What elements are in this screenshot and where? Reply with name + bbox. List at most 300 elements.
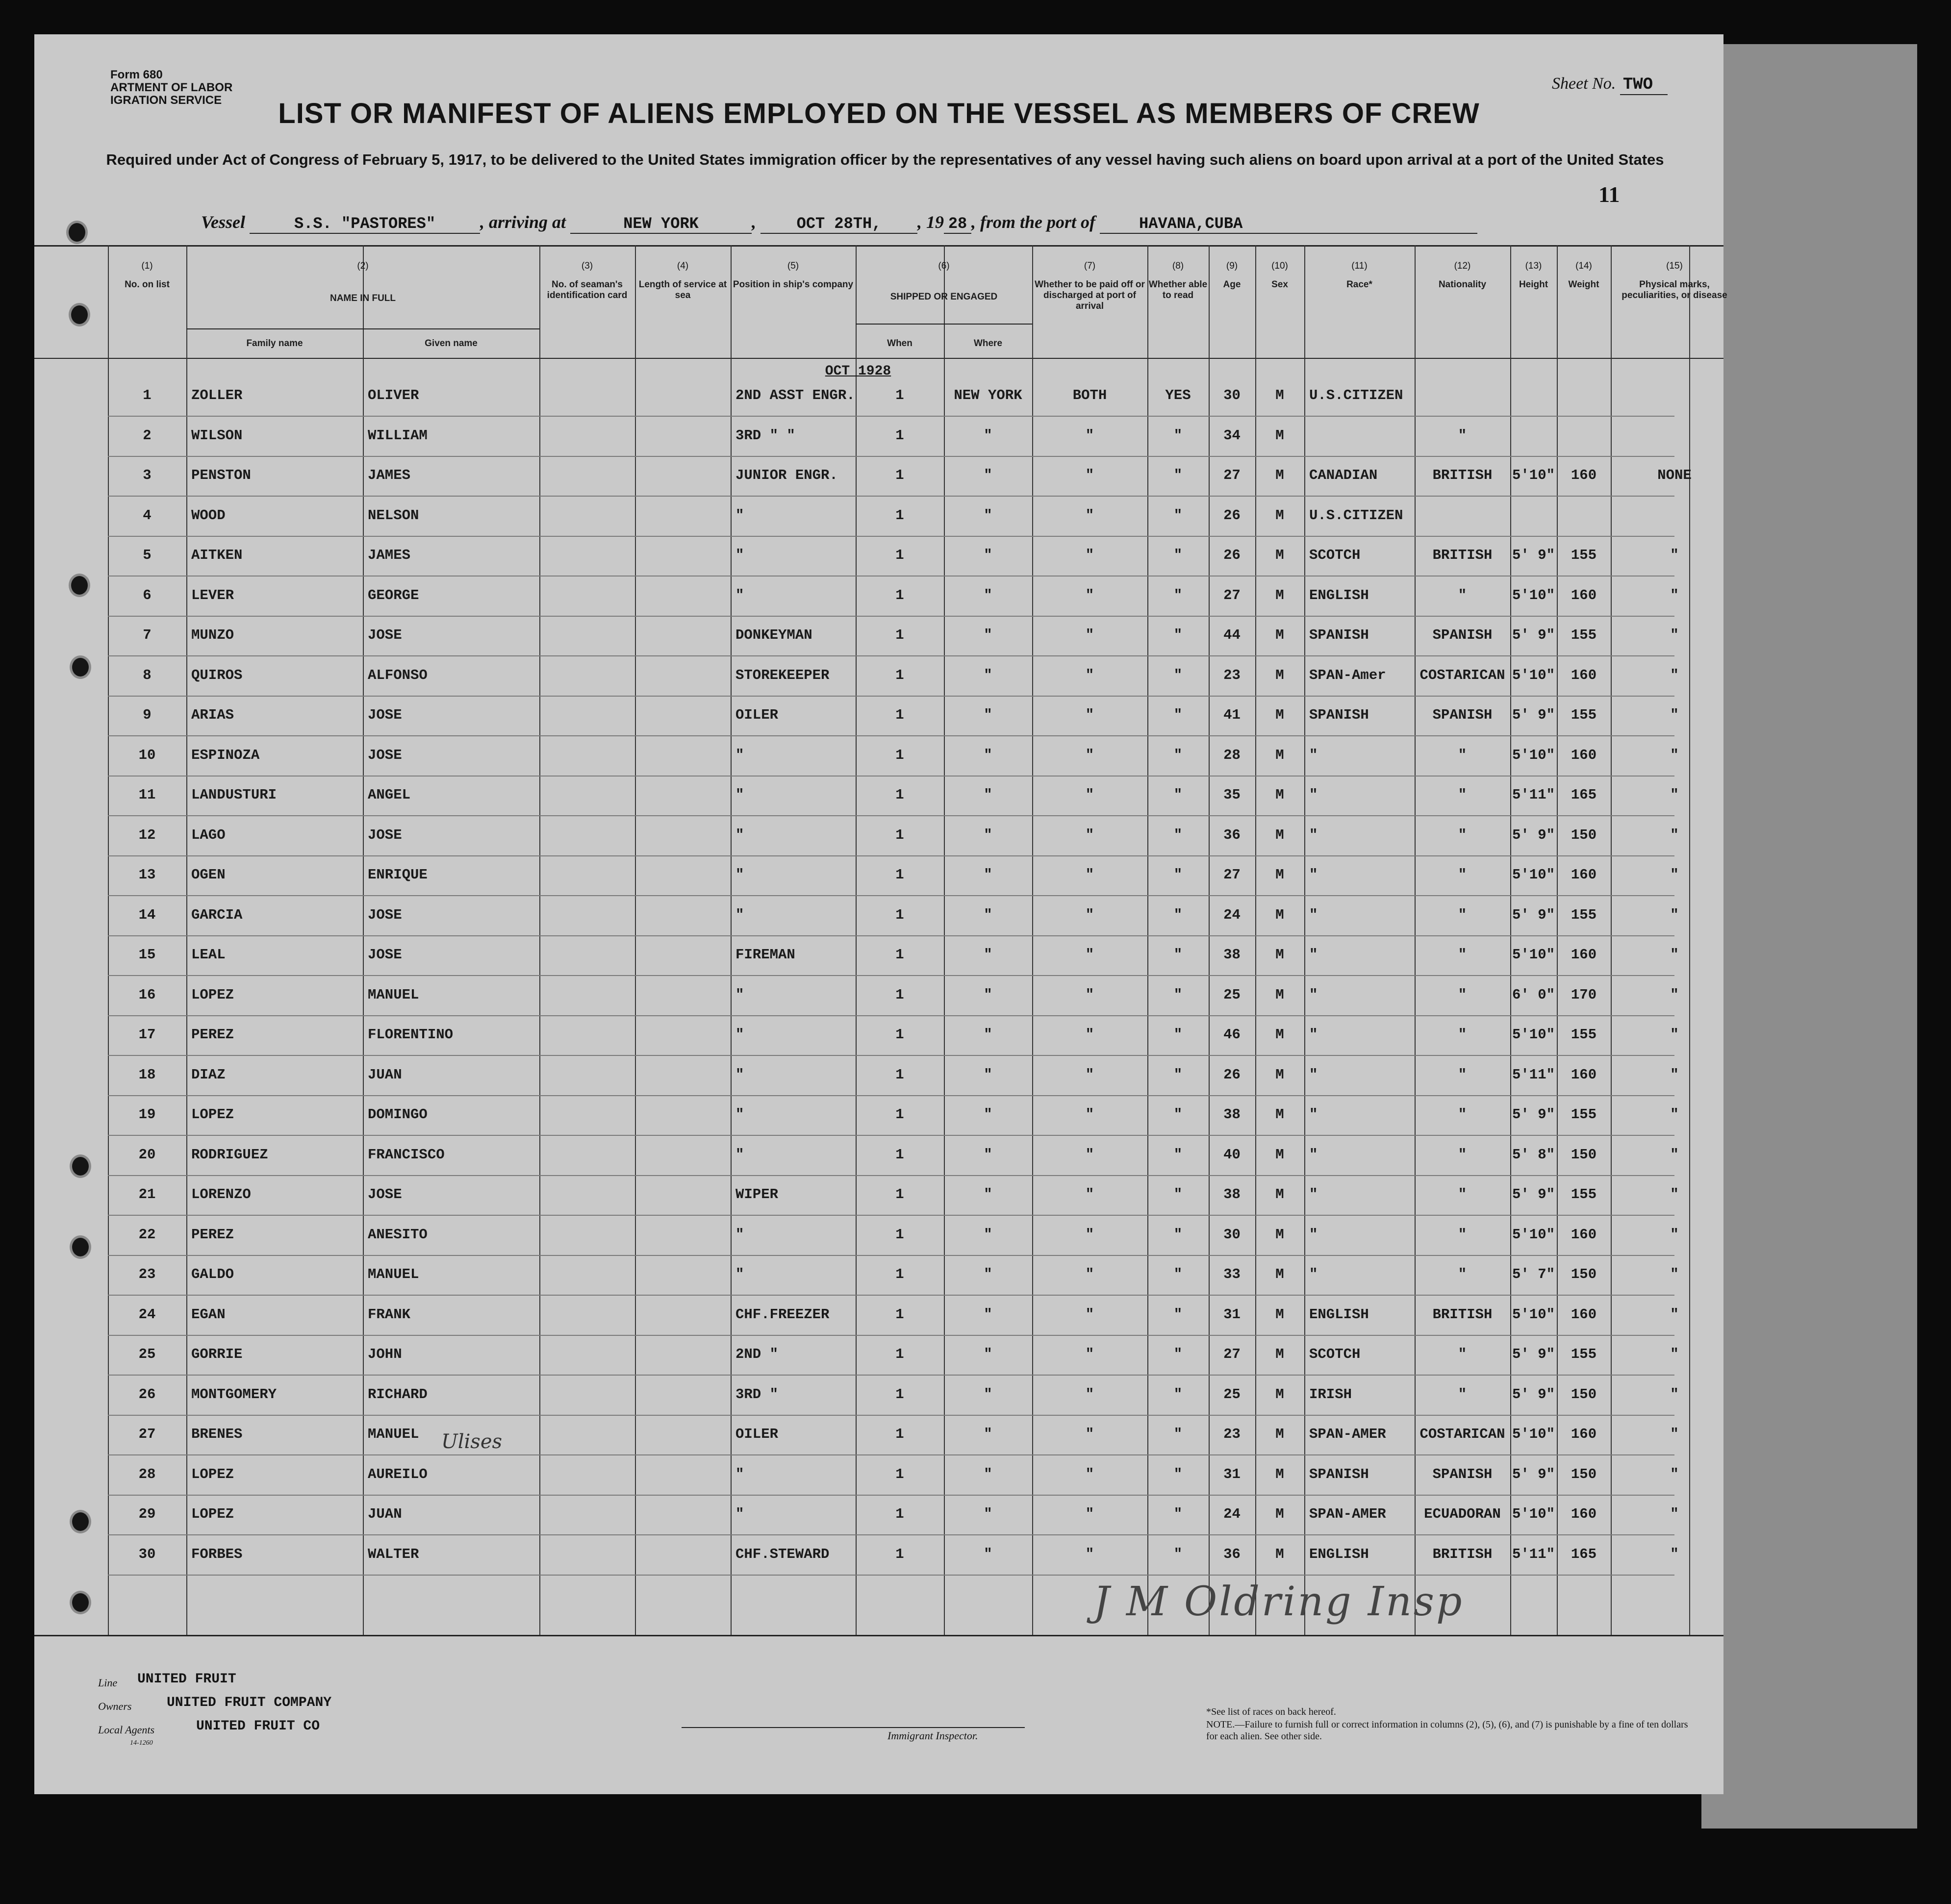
row-rule xyxy=(108,975,1674,976)
year-suffix: 28 xyxy=(944,215,971,234)
cell-position: " xyxy=(735,1106,744,1123)
cell-sex: M xyxy=(1275,1306,1284,1323)
cell-position: " xyxy=(735,747,744,763)
cell-nat: COSTARICAN xyxy=(1419,1426,1505,1442)
page-subtitle: Required under Act of Congress of February 5, 1917, to be delivered to the United States immigration officer by the representatives of any vessel having such aliens on board upon arrival at a port of the United States xyxy=(106,151,1664,168)
column-number: (2) xyxy=(357,261,369,271)
cell-where: NEW YORK xyxy=(954,387,1022,403)
cell-race: " xyxy=(1309,1147,1318,1163)
cell-when: 1 xyxy=(895,1346,904,1362)
cell-weight: 150 xyxy=(1571,1147,1597,1163)
cell-paid: " xyxy=(1085,987,1094,1003)
cell-nat: " xyxy=(1458,1386,1467,1403)
cell-family: PENSTON xyxy=(191,467,251,483)
row-rule xyxy=(108,1015,1674,1016)
cell-family: AITKEN xyxy=(191,547,243,563)
page-title: LIST OR MANIFEST OF ALIENS EMPLOYED ON THE VESSEL AS MEMBERS OF CREW xyxy=(278,98,1480,129)
cell-no: 22 xyxy=(138,1227,156,1243)
cell-paid: " xyxy=(1085,467,1094,483)
cell-sex: M xyxy=(1275,387,1284,403)
arriving-port: NEW YORK xyxy=(570,215,752,234)
row-rule xyxy=(108,776,1674,777)
cell-family: RODRIGUEZ xyxy=(191,1147,268,1163)
cell-given: JOSE xyxy=(368,627,402,643)
cell-when: 1 xyxy=(895,1106,904,1123)
cell-age: 31 xyxy=(1223,1466,1241,1482)
cell-no: 10 xyxy=(138,747,156,763)
cell-sex: M xyxy=(1275,1186,1284,1203)
cell-height: 5'10" xyxy=(1512,667,1555,683)
cell-paid: " xyxy=(1085,907,1094,923)
cell-when: 1 xyxy=(895,987,904,1003)
cell-marks: " xyxy=(1670,1227,1679,1243)
cell-marks: " xyxy=(1670,747,1679,763)
cell-no: 9 xyxy=(143,707,152,723)
cell-race: U.S.CITIZEN xyxy=(1309,387,1403,403)
cell-position: " xyxy=(735,587,744,603)
cell-marks: " xyxy=(1670,867,1679,883)
inspector-signature-line xyxy=(682,1727,1025,1728)
cell-no: 29 xyxy=(138,1506,156,1522)
cell-nat: SPANISH xyxy=(1432,1466,1493,1482)
cell-age: 41 xyxy=(1223,707,1241,723)
column-rule xyxy=(635,245,636,1635)
cell-height: 5' 9" xyxy=(1512,1186,1555,1203)
cell-age: 27 xyxy=(1223,1346,1241,1362)
cell-sex: M xyxy=(1275,587,1284,603)
top-rule xyxy=(34,245,1723,247)
cell-nat: " xyxy=(1458,1027,1467,1043)
cell-sex: M xyxy=(1275,1386,1284,1403)
cell-paid: " xyxy=(1085,947,1094,963)
cell-marks: " xyxy=(1670,1106,1679,1123)
cell-when: 1 xyxy=(895,1027,904,1043)
cell-weight: 150 xyxy=(1571,1386,1597,1403)
cell-given: MANUEL xyxy=(368,987,419,1003)
cell-paid: " xyxy=(1085,1306,1094,1323)
cell-family: FORBES xyxy=(191,1546,243,1562)
cell-no: 21 xyxy=(138,1186,156,1203)
cell-family: GARCIA xyxy=(191,907,243,923)
cell-position: WIPER xyxy=(735,1186,779,1203)
cell-age: 38 xyxy=(1223,1186,1241,1203)
column-number: (12) xyxy=(1454,261,1471,271)
cell-paid: " xyxy=(1085,427,1094,444)
cell-weight: 160 xyxy=(1571,1426,1597,1442)
cell-paid: BOTH xyxy=(1072,387,1107,403)
cell-no: 3 xyxy=(143,467,152,483)
cell-age: 34 xyxy=(1223,427,1241,444)
cell-when: 1 xyxy=(895,1266,904,1282)
cell-family: LOPEZ xyxy=(191,1506,234,1522)
cell-marks: " xyxy=(1670,987,1679,1003)
cell-nat: BRITISH xyxy=(1432,547,1493,563)
cell-no: 24 xyxy=(138,1306,156,1323)
cell-position: 2ND ASST ENGR. xyxy=(735,387,855,403)
cell-age: 30 xyxy=(1223,1227,1241,1243)
column-header: Nationality xyxy=(1438,279,1487,290)
cell-weight: 160 xyxy=(1571,867,1597,883)
cell-height: 5' 9" xyxy=(1512,907,1555,923)
cell-position: " xyxy=(735,547,744,563)
cell-when: 1 xyxy=(895,827,904,843)
cell-race: " xyxy=(1309,1227,1318,1243)
cell-paid: " xyxy=(1085,787,1094,803)
cell-when: 1 xyxy=(895,467,904,483)
form-code: 14-1260 xyxy=(130,1739,153,1747)
cell-read: " xyxy=(1173,1067,1183,1083)
owners-value: UNITED FRUIT COMPANY xyxy=(167,1695,332,1710)
cell-where: " xyxy=(984,667,992,683)
cell-height: 5'11" xyxy=(1512,1546,1555,1562)
cell-race: SPANISH xyxy=(1309,1466,1369,1482)
cell-nat: " xyxy=(1458,827,1467,843)
cell-height: 5'10" xyxy=(1512,1227,1555,1243)
column-number: (15) xyxy=(1666,261,1683,271)
cell-weight: 155 xyxy=(1571,907,1597,923)
cell-where: " xyxy=(984,907,992,923)
cell-weight: 160 xyxy=(1571,587,1597,603)
cell-given: JAMES xyxy=(368,467,411,483)
column-number: (4) xyxy=(677,261,689,271)
cell-marks: " xyxy=(1670,947,1679,963)
inspector-signature: J M Oldring Insp xyxy=(1093,1578,1464,1625)
cell-paid: " xyxy=(1085,1466,1094,1482)
cell-marks: " xyxy=(1670,1067,1679,1083)
cell-where: " xyxy=(984,947,992,963)
column-number: (7) xyxy=(1084,261,1096,271)
row-rule xyxy=(108,1415,1674,1416)
cell-no: 4 xyxy=(143,507,152,524)
cell-where: " xyxy=(984,1186,992,1203)
cell-marks: " xyxy=(1670,667,1679,683)
column-number: (10) xyxy=(1271,261,1288,271)
cell-nat: " xyxy=(1458,1346,1467,1362)
cell-age: 27 xyxy=(1223,587,1241,603)
cell-age: 31 xyxy=(1223,1306,1241,1323)
cell-weight: 155 xyxy=(1571,1186,1597,1203)
cell-weight: 155 xyxy=(1571,1106,1597,1123)
punch-hole xyxy=(69,574,90,597)
cell-given: DOMINGO xyxy=(368,1106,428,1123)
cell-marks: " xyxy=(1670,1506,1679,1522)
cell-age: 35 xyxy=(1223,787,1241,803)
cell-race: " xyxy=(1309,747,1318,763)
column-number: (8) xyxy=(1172,261,1184,271)
cell-no: 5 xyxy=(143,547,152,563)
row-rule xyxy=(108,815,1674,816)
cell-race: " xyxy=(1309,867,1318,883)
cell-sex: M xyxy=(1275,427,1284,444)
cell-marks: " xyxy=(1670,1466,1679,1482)
cell-race: " xyxy=(1309,947,1318,963)
cell-position: " xyxy=(735,827,744,843)
cell-read: " xyxy=(1173,747,1183,763)
cell-where: " xyxy=(984,1266,992,1282)
cell-race: " xyxy=(1309,1266,1318,1282)
cell-when: 1 xyxy=(895,1186,904,1203)
cell-no: 17 xyxy=(138,1027,156,1043)
cell-where: " xyxy=(984,1106,992,1123)
cell-weight: 160 xyxy=(1571,1506,1597,1522)
cell-nat: COSTARICAN xyxy=(1419,667,1505,683)
cell-read: " xyxy=(1173,667,1183,683)
cell-read: " xyxy=(1173,707,1183,723)
cell-age: 33 xyxy=(1223,1266,1241,1282)
cell-family: LAGO xyxy=(191,827,226,843)
cell-given: MANUEL xyxy=(368,1266,419,1282)
cell-when: 1 xyxy=(895,1147,904,1163)
column-header: SHIPPED OR ENGAGED xyxy=(890,292,998,302)
cell-paid: " xyxy=(1085,1346,1094,1362)
row-rule xyxy=(108,1375,1674,1376)
row-rule xyxy=(108,1255,1674,1256)
cell-family: LEAL xyxy=(191,947,226,963)
cell-age: 27 xyxy=(1223,467,1241,483)
cell-paid: " xyxy=(1085,587,1094,603)
cell-height: 5' 9" xyxy=(1512,1106,1555,1123)
column-header: Race* xyxy=(1346,279,1372,290)
cell-position: OILER xyxy=(735,707,779,723)
cell-race: IRISH xyxy=(1309,1386,1352,1403)
cell-position: JUNIOR ENGR. xyxy=(735,467,838,483)
cell-given: JUAN xyxy=(368,1506,402,1522)
cell-family: MUNZO xyxy=(191,627,234,643)
cell-where: " xyxy=(984,507,992,524)
cell-sex: M xyxy=(1275,707,1284,723)
cell-where: " xyxy=(984,1386,992,1403)
cell-age: 28 xyxy=(1223,747,1241,763)
cell-race: SPANISH xyxy=(1309,627,1369,643)
cell-sex: M xyxy=(1275,507,1284,524)
line-value: UNITED FRUIT xyxy=(137,1672,236,1687)
cell-family: ZOLLER xyxy=(191,387,243,403)
punch-hole xyxy=(70,655,91,679)
cell-weight: 160 xyxy=(1571,1306,1597,1323)
cell-marks: " xyxy=(1670,1426,1679,1442)
cell-when: 1 xyxy=(895,387,904,403)
column-header: Weight xyxy=(1568,279,1599,290)
row-rule xyxy=(108,1534,1674,1535)
cell-family: WOOD xyxy=(191,507,226,524)
cell-family: PEREZ xyxy=(191,1027,234,1043)
agents-value: UNITED FRUIT CO xyxy=(196,1719,320,1734)
cell-height: 5' 9" xyxy=(1512,827,1555,843)
cell-height: 5' 9" xyxy=(1512,1386,1555,1403)
cell-given: WILLIAM xyxy=(368,427,428,444)
cell-sex: M xyxy=(1275,747,1284,763)
cell-where: " xyxy=(984,587,992,603)
cell-nat: " xyxy=(1458,1106,1467,1123)
cell-height: 5' 9" xyxy=(1512,627,1555,643)
cell-where: " xyxy=(984,747,992,763)
cell-paid: " xyxy=(1085,827,1094,843)
cell-when: 1 xyxy=(895,707,904,723)
cell-race: SPAN-AMER xyxy=(1309,1426,1386,1442)
cell-paid: " xyxy=(1085,1147,1094,1163)
cell-family: LOPEZ xyxy=(191,987,234,1003)
cell-no: 11 xyxy=(138,787,156,803)
cell-race: " xyxy=(1309,987,1318,1003)
cell-nat: " xyxy=(1458,1147,1467,1163)
cell-when: 1 xyxy=(895,747,904,763)
cell-when: 1 xyxy=(895,1466,904,1482)
cell-sex: M xyxy=(1275,947,1284,963)
inspector-label: Immigrant Inspector. xyxy=(887,1729,978,1742)
row-rule xyxy=(108,616,1674,617)
cell-where: " xyxy=(984,1227,992,1243)
row-rule xyxy=(108,1135,1674,1136)
column-number: (14) xyxy=(1575,261,1592,271)
cell-read: " xyxy=(1173,1546,1183,1562)
cell-position: CHF.FREEZER xyxy=(735,1306,830,1323)
cell-paid: " xyxy=(1085,1546,1094,1562)
column-number: (1) xyxy=(141,261,153,271)
cell-sex: M xyxy=(1275,1106,1284,1123)
punch-hole xyxy=(70,1591,91,1614)
cell-given: ALFONSO xyxy=(368,667,428,683)
cell-paid: " xyxy=(1085,1386,1094,1403)
arriving-label: , arriving at xyxy=(480,212,566,232)
cell-given: ANESITO xyxy=(368,1227,428,1243)
cell-weight: 160 xyxy=(1571,467,1597,483)
row-rule xyxy=(108,655,1674,656)
cell-race: " xyxy=(1309,1067,1318,1083)
cell-family: DIAZ xyxy=(191,1067,226,1083)
cell-position: DONKEYMAN xyxy=(735,627,812,643)
cell-family: EGAN xyxy=(191,1306,226,1323)
cell-given: JOHN xyxy=(368,1346,402,1362)
cell-marks: " xyxy=(1670,1266,1679,1282)
cell-no: 30 xyxy=(138,1546,156,1562)
cell-nat: BRITISH xyxy=(1432,467,1493,483)
cell-where: " xyxy=(984,987,992,1003)
cell-where: " xyxy=(984,1506,992,1522)
cell-read: " xyxy=(1173,587,1183,603)
cell-position: OILER xyxy=(735,1426,779,1442)
cell-age: 26 xyxy=(1223,1067,1241,1083)
cell-family: MONTGOMERY xyxy=(191,1386,277,1403)
punch-hole xyxy=(69,303,90,326)
cell-position: " xyxy=(735,907,744,923)
cell-read: " xyxy=(1173,1346,1183,1362)
cell-marks: " xyxy=(1670,1306,1679,1323)
cell-family: QUIROS xyxy=(191,667,243,683)
cell-marks: " xyxy=(1670,1346,1679,1362)
cell-family: LANDUSTURI xyxy=(191,787,277,803)
cell-age: 38 xyxy=(1223,947,1241,963)
cell-height: 5'10" xyxy=(1512,947,1555,963)
cell-sex: M xyxy=(1275,547,1284,563)
cell-given: JUAN xyxy=(368,1067,402,1083)
row-rule xyxy=(108,1095,1674,1096)
cell-race: " xyxy=(1309,1027,1318,1043)
row-rule xyxy=(108,456,1674,457)
vessel-line: Vessel S.S. "PASTORES" , arriving at NEW YORK , OCT 28TH, , 19 28 , from the port of HAVANA,CUBA xyxy=(201,212,1477,234)
cell-paid: " xyxy=(1085,1067,1094,1083)
cell-no: 23 xyxy=(138,1266,156,1282)
cell-when: 1 xyxy=(895,947,904,963)
cell-marks: " xyxy=(1670,587,1679,603)
cell-weight: 155 xyxy=(1571,1027,1597,1043)
cell-read: " xyxy=(1173,1386,1183,1403)
cell-no: 13 xyxy=(138,867,156,883)
cell-height: 5' 7" xyxy=(1512,1266,1555,1282)
cell-race: SCOTCH xyxy=(1309,1346,1361,1362)
cell-family: GALDO xyxy=(191,1266,234,1282)
cell-position: " xyxy=(735,1067,744,1083)
cell-nat: " xyxy=(1458,907,1467,923)
cell-position: " xyxy=(735,787,744,803)
row-rule xyxy=(108,1335,1674,1336)
column-header: Whether to be paid off or discharged at port of arrival xyxy=(1035,279,1145,311)
cell-when: 1 xyxy=(895,1227,904,1243)
cell-position: " xyxy=(735,1266,744,1282)
row-rule xyxy=(108,1055,1674,1056)
cell-no: 2 xyxy=(143,427,152,444)
cell-where: " xyxy=(984,787,992,803)
cell-paid: " xyxy=(1085,1186,1094,1203)
cell-weight: 160 xyxy=(1571,947,1597,963)
cell-when: 1 xyxy=(895,1546,904,1562)
sheet-label: Sheet No. xyxy=(1552,75,1616,93)
cell-race: SPAN-AMER xyxy=(1309,1506,1386,1522)
cell-family: ESPINOZA xyxy=(191,747,260,763)
cell-given: ENRIQUE xyxy=(368,867,428,883)
cell-no: 15 xyxy=(138,947,156,963)
cell-weight: 155 xyxy=(1571,707,1597,723)
shipped-subheader-rule xyxy=(856,324,1032,325)
cell-family: BRENES xyxy=(191,1426,243,1442)
cell-marks: " xyxy=(1670,1546,1679,1562)
punch-hole xyxy=(70,1154,91,1178)
cell-height: 5'10" xyxy=(1512,1306,1555,1323)
cell-given: FLORENTINO xyxy=(368,1027,454,1043)
vessel-label: Vessel xyxy=(201,212,245,232)
column-header: Age xyxy=(1223,279,1241,290)
cell-read: " xyxy=(1173,1266,1183,1282)
cell-family: OGEN xyxy=(191,867,226,883)
cell-race: " xyxy=(1309,827,1318,843)
arrival-date: OCT 28TH, xyxy=(760,215,917,234)
cell-paid: " xyxy=(1085,1106,1094,1123)
cell-height: 5'10" xyxy=(1512,1027,1555,1043)
cell-age: 30 xyxy=(1223,387,1241,403)
from-label: , from the port of xyxy=(971,212,1096,232)
cell-given: NELSON xyxy=(368,507,419,524)
cell-age: 24 xyxy=(1223,1506,1241,1522)
cell-given: FRANK xyxy=(368,1306,411,1323)
cell-read: " xyxy=(1173,1466,1183,1482)
cell-age: 26 xyxy=(1223,507,1241,524)
cell-weight: 150 xyxy=(1571,827,1597,843)
cell-where: " xyxy=(984,1067,992,1083)
cell-where: " xyxy=(984,1306,992,1323)
cell-no: 20 xyxy=(138,1147,156,1163)
cell-no: 12 xyxy=(138,827,156,843)
cell-height: 5' 9" xyxy=(1512,707,1555,723)
cell-age: 25 xyxy=(1223,987,1241,1003)
cell-read: " xyxy=(1173,987,1183,1003)
cell-sex: M xyxy=(1275,907,1284,923)
cell-where: " xyxy=(984,827,992,843)
cell-weight: 150 xyxy=(1571,1266,1597,1282)
cell-family: PEREZ xyxy=(191,1227,234,1243)
cell-position: " xyxy=(735,1027,744,1043)
cell-family: ARIAS xyxy=(191,707,234,723)
form-service: IGRATION SERVICE xyxy=(110,94,222,107)
cell-sex: M xyxy=(1275,627,1284,643)
